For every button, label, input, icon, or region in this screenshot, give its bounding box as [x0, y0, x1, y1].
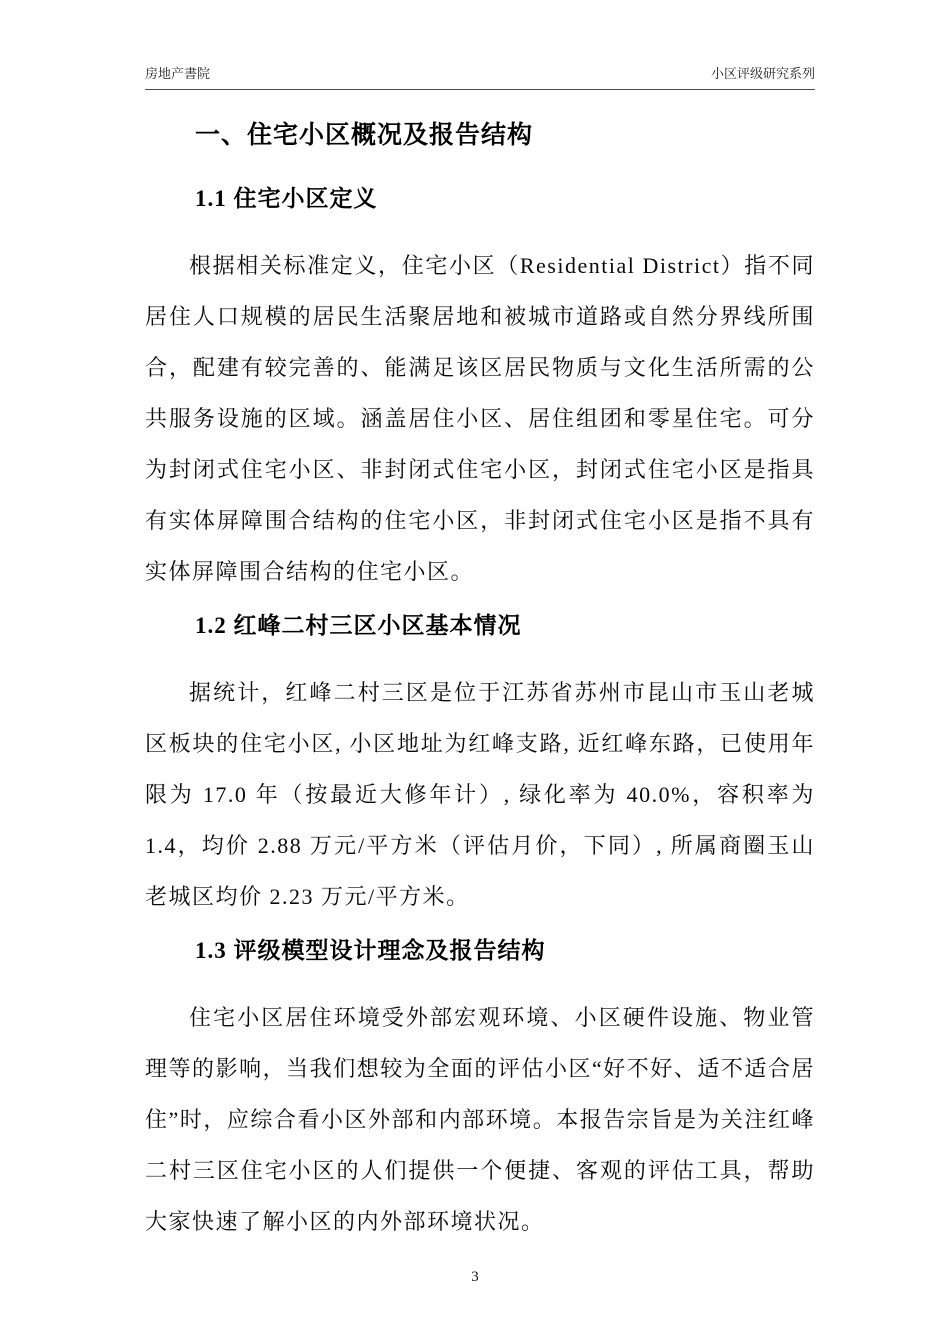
section-heading-1-1: 1.1 住宅小区定义	[195, 186, 378, 211]
chapter-title: 一、住宅小区概况及报告结构	[195, 122, 534, 149]
paragraph-residential-district-definition: 根据相关标准定义，住宅小区（Residential District）指不同居住人口规模的居民生活聚居地和被城市道路或自然分界线所围合，配建有较完善的、能满足该区居民物质与文化生活所需的公共服务设施的区域。涵盖居住小区、居住组团和零星住宅。可分为封闭式住宅小区、非封闭式住宅小区，封闭式住宅小区是指具有实体屏障围合结构的住宅小区，非封闭式住宅小区是指不具有实体屏障围合结构的住宅小区。	[145, 253, 815, 584]
page-number: 3	[471, 1269, 479, 1285]
section-heading-1-3: 1.3 评级模型设计理念及报告结构	[195, 938, 546, 963]
header-left-text: 房地产書院	[145, 66, 211, 81]
page-footer	[0, 1269, 950, 1286]
section-heading-1-2: 1.2 红峰二村三区小区基本情况	[195, 613, 522, 638]
document-body	[145, 122, 815, 1247]
header-right-text: 小区评级研究系列	[710, 66, 815, 81]
paragraph-rating-model-design: 住宅小区居住环境受外部宏观环境、小区硬件设施、物业管理等的影响，当我们想较为全面的评估小区“好不好、适不适合居住”时，应综合看小区外部和内部环境。本报告宗旨是为关注红峰二村三区住宅小区的人们提供一个便捷、客观的评估工具，帮助大家快速了解小区的内外部环境状况。	[145, 1005, 815, 1234]
page-header	[145, 0, 815, 90]
paragraph-community-basic-info: 据统计，红峰二村三区是位于江苏省苏州市昆山市玉山老城区板块的住宅小区, 小区地址为红峰支路, 近红峰东路，已使用年限为 17.0 年（按最近大修年计）, 绿化率为 40.0%，容积率为 1.4，均价 2.88 万元/平方米（评估月价，下同）, 所属商圈玉山老城区均价 2.23 万元/平方米。	[145, 680, 815, 909]
